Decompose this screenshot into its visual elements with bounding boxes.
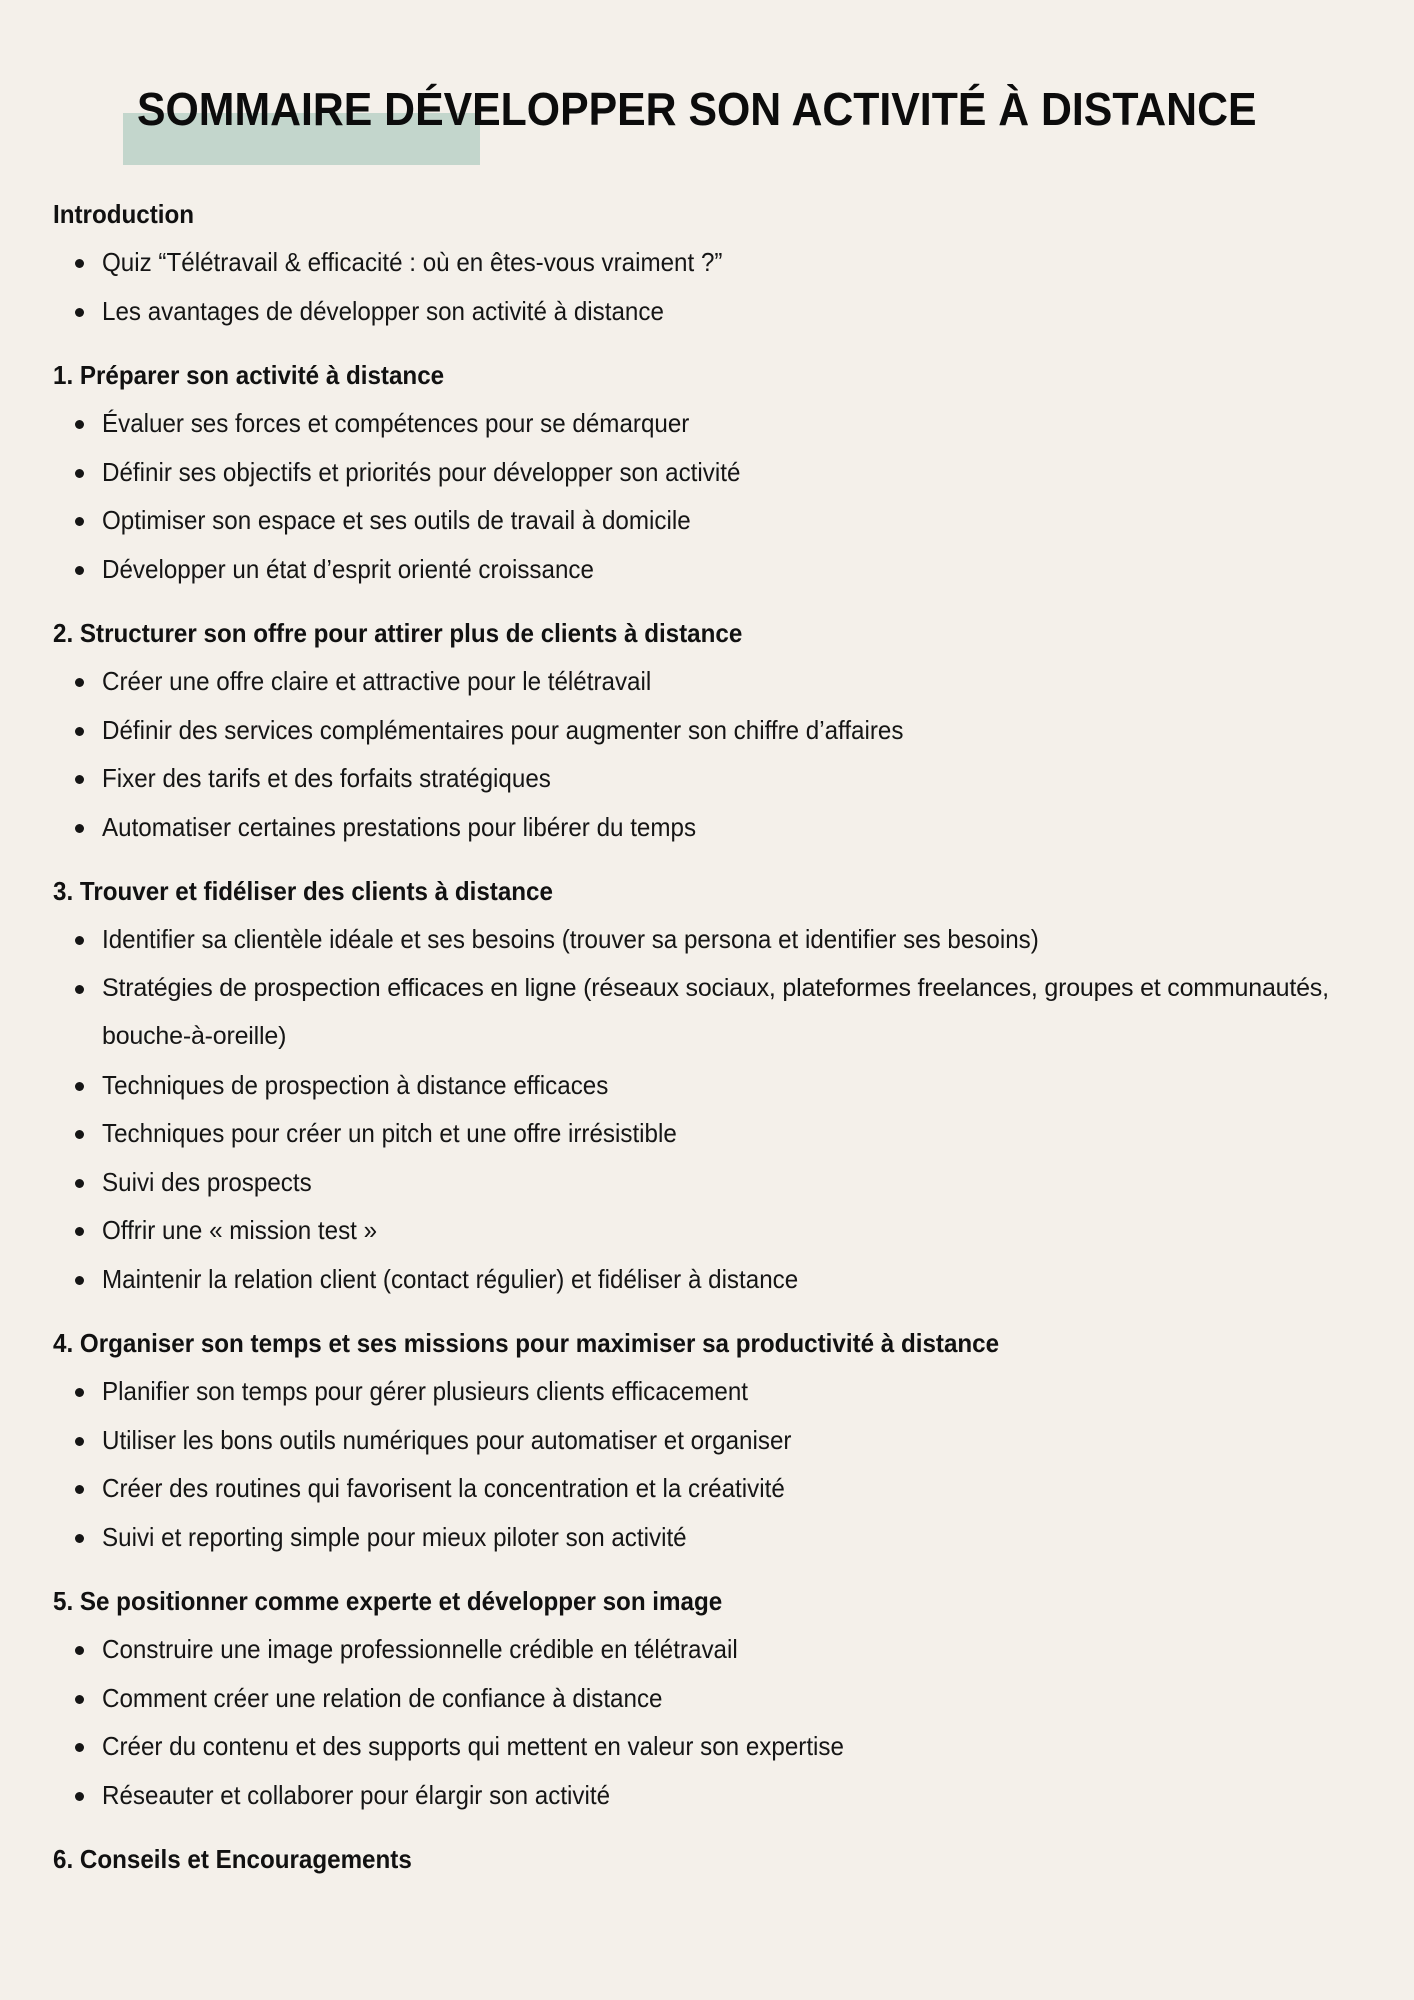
list-item: Définir ses objectifs et priorités pour développer son activité bbox=[53, 448, 1373, 497]
section-items bbox=[53, 399, 1373, 593]
list-item: Utiliser les bons outils numériques pour automatiser et organiser bbox=[53, 1416, 1373, 1465]
list-item: Créer une offre claire et attractive pour le télétravail bbox=[53, 657, 1373, 706]
section-4 bbox=[53, 1325, 1373, 1561]
section-heading: 5. Se positionner comme experte et développer son image bbox=[53, 1586, 723, 1616]
bullet-icon bbox=[75, 1534, 84, 1543]
list-item: Quiz “Télétravail & efficacité : où en êtes-vous vraiment ?” bbox=[53, 238, 1373, 287]
section-heading: 3. Trouver et fidéliser des clients à distance bbox=[53, 876, 553, 906]
bullet-icon bbox=[75, 1695, 84, 1704]
list-item: Techniques pour créer un pitch et une offre irrésistible bbox=[53, 1109, 1373, 1158]
bullet-icon bbox=[75, 1388, 84, 1397]
list-item: Fixer des tarifs et des forfaits stratégiques bbox=[53, 754, 1373, 803]
bullet-icon bbox=[75, 1130, 84, 1139]
bullet-icon bbox=[75, 1082, 84, 1091]
bullet-icon bbox=[75, 985, 84, 994]
section-heading: 2. Structurer son offre pour attirer plus de clients à distance bbox=[53, 618, 743, 648]
list-item: Automatiser certaines prestations pour libérer du temps bbox=[53, 803, 1373, 852]
bullet-icon bbox=[75, 936, 84, 945]
list-item: Créer des routines qui favorisent la concentration et la créativité bbox=[53, 1464, 1373, 1513]
section-heading: 4. Organiser son temps et ses missions pour maximiser sa productivité à distance bbox=[53, 1328, 1000, 1358]
section-heading: 1. Préparer son activité à distance bbox=[53, 360, 445, 390]
list-item: Construire une image professionnelle crédible en télétravail bbox=[53, 1625, 1373, 1674]
section-heading: Introduction bbox=[53, 199, 195, 229]
section-items bbox=[53, 1625, 1373, 1819]
bullet-icon bbox=[75, 469, 84, 478]
bullet-icon bbox=[75, 566, 84, 575]
list-item: Développer un état d’esprit orienté croissance bbox=[53, 545, 1373, 594]
bullet-icon bbox=[75, 678, 84, 687]
section-1 bbox=[53, 357, 1373, 593]
section-items bbox=[53, 238, 1373, 335]
section-6 bbox=[53, 1841, 1373, 1877]
bullet-icon bbox=[75, 1485, 84, 1494]
bullet-icon bbox=[75, 1276, 84, 1285]
bullet-icon bbox=[75, 1437, 84, 1446]
bullet-icon bbox=[75, 308, 84, 317]
bullet-icon bbox=[75, 1227, 84, 1236]
section-introduction bbox=[53, 196, 1373, 335]
bullet-icon bbox=[75, 259, 84, 268]
bullet-icon bbox=[75, 517, 84, 526]
section-items bbox=[53, 915, 1373, 1303]
list-item: Suivi et reporting simple pour mieux piloter son activité bbox=[53, 1513, 1373, 1562]
list-item: Comment créer une relation de confiance à distance bbox=[53, 1674, 1373, 1723]
bullet-icon bbox=[75, 420, 84, 429]
section-3 bbox=[53, 873, 1373, 1303]
bullet-icon bbox=[75, 1179, 84, 1188]
list-item: Optimiser son espace et ses outils de travail à domicile bbox=[53, 496, 1373, 545]
bullet-icon bbox=[75, 775, 84, 784]
section-2 bbox=[53, 615, 1373, 851]
list-item: Offrir une « mission test » bbox=[53, 1206, 1373, 1255]
bullet-icon bbox=[75, 1646, 84, 1655]
list-item: Planifier son temps pour gérer plusieurs clients efficacement bbox=[53, 1367, 1373, 1416]
bullet-icon bbox=[75, 824, 84, 833]
bullet-icon bbox=[75, 727, 84, 736]
list-item: Identifier sa clientèle idéale et ses besoins (trouver sa persona et identifier ses besoins) bbox=[53, 915, 1373, 964]
list-item: Les avantages de développer son activité à distance bbox=[53, 287, 1373, 336]
section-items bbox=[53, 1367, 1373, 1561]
bullet-icon bbox=[75, 1792, 84, 1801]
section-heading: 6. Conseils et Encouragements bbox=[53, 1844, 412, 1874]
list-item: Définir des services complémentaires pour augmenter son chiffre d’affaires bbox=[53, 706, 1373, 755]
bullet-icon bbox=[75, 1743, 84, 1752]
section-5 bbox=[53, 1583, 1373, 1819]
list-item: Créer du contenu et des supports qui mettent en valeur son expertise bbox=[53, 1722, 1373, 1771]
list-item: Stratégies de prospection efficaces en ligne (réseaux sociaux, plateformes freelances, groupes et communautés, bouche-à-oreille) bbox=[53, 964, 1373, 1061]
page-title: SOMMAIRE DÉVELOPPER SON ACTIVITÉ À DISTANCE bbox=[137, 83, 1257, 135]
list-item: Suivi des prospects bbox=[53, 1158, 1373, 1207]
section-items bbox=[53, 657, 1373, 851]
table-of-contents bbox=[53, 196, 1373, 1899]
list-item: Évaluer ses forces et compétences pour se démarquer bbox=[53, 399, 1373, 448]
list-item: Techniques de prospection à distance efficaces bbox=[53, 1061, 1373, 1110]
title-block bbox=[0, 0, 1414, 180]
list-item: Réseauter et collaborer pour élargir son activité bbox=[53, 1771, 1373, 1820]
list-item: Maintenir la relation client (contact régulier) et fidéliser à distance bbox=[53, 1255, 1373, 1304]
